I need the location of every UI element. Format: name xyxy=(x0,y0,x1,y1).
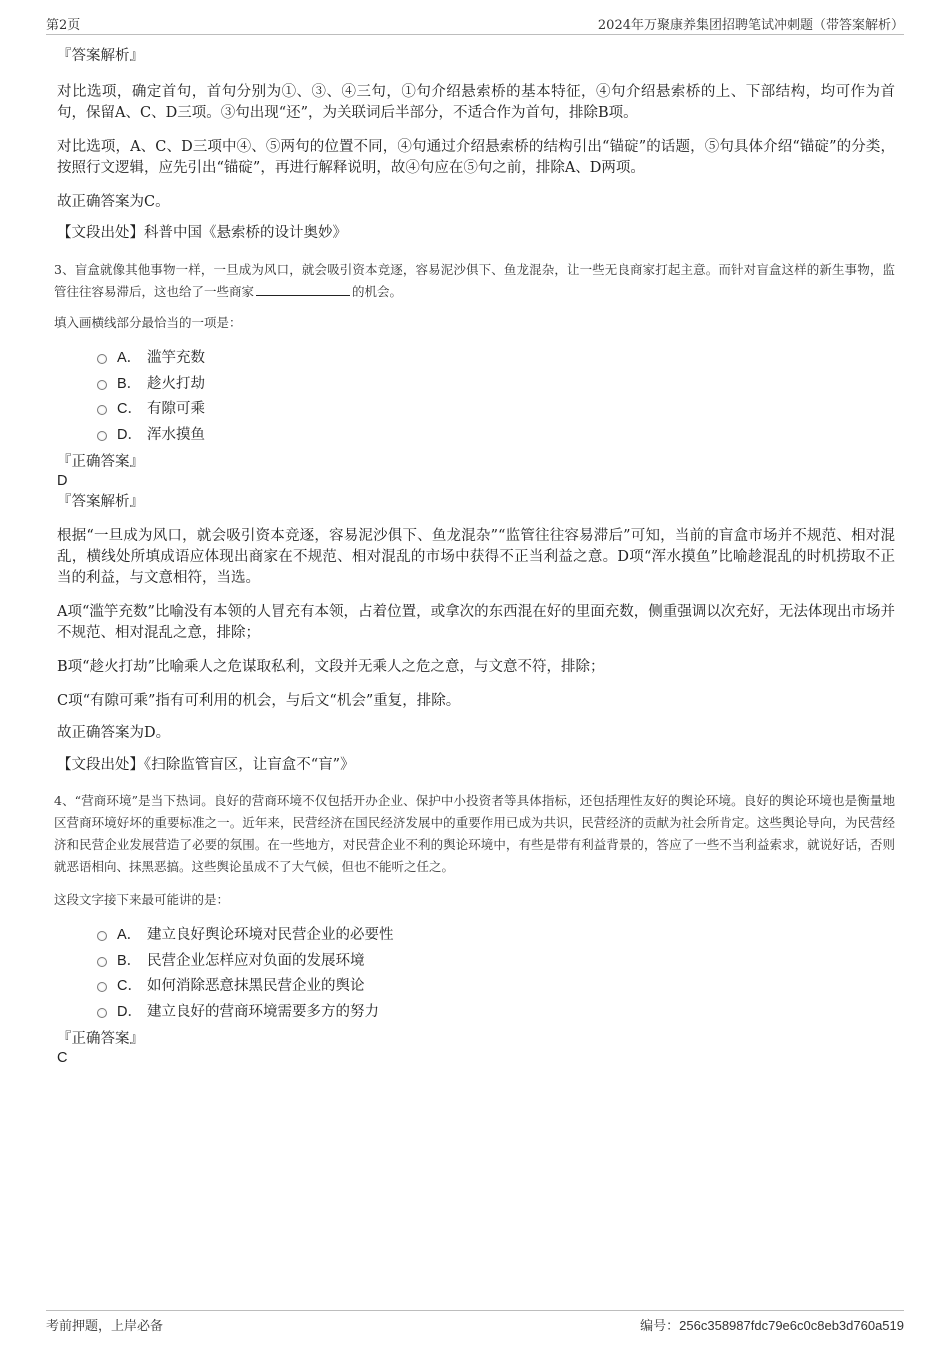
option-text: 有隙可乘 xyxy=(147,401,205,417)
option-letter: A． xyxy=(117,350,142,366)
q4-option-b[interactable] xyxy=(97,949,895,975)
q4-answer-label: 『正确答案』 xyxy=(57,1031,144,1047)
q3-prompt: 填入画横线部分最恰当的一项是： xyxy=(54,315,242,330)
page-footer xyxy=(46,1310,904,1335)
option-letter: D． xyxy=(117,426,142,443)
footer-slogan: 考前押题，上岸必备 xyxy=(46,1319,164,1334)
q4-answer: C xyxy=(57,1050,68,1066)
option-text: 趁火打劫 xyxy=(147,375,205,392)
prev-analysis-paragraph-2: 对比选项，A、C、D三项中④、⑤两句的位置不同，④句通过介绍悬索桥的结构引出“锚碇”的话题，⑤句具体介绍“锚碇”的分类，按照行文逻辑，应先引出“锚碇”，再进行解释说明，故④句应在⑤句之前，排除A、D两项。 xyxy=(57,139,895,176)
q3-answer-label: 『正确答案』 xyxy=(57,454,144,470)
radio-icon[interactable] xyxy=(97,982,107,992)
q3-analysis-paragraph-3: B项“趁火打劫”比喻乘人之危谋取私利，文段并无乘人之危之意，与文意不符，排除； xyxy=(57,659,605,675)
q3-stem-text: 3、盲盒就像其他事物一样，一旦成为风口，就会吸引资本竞逐，容易泥沙俱下、鱼龙混杂，让一些无良商家打起主意。而针对盲盒这样的新生事物，监管往往容易滞后，这也给了一些商家 xyxy=(54,262,895,299)
option-letter: B． xyxy=(117,375,142,392)
q4-stem: 4、“营商环境”是当下热词。良好的营商环境不仅包括开办企业、保护中小投资者等具体指标，还包括理性友好的舆论环境。良好的舆论环境也是衡量地区营商环境好坏的重要标准之一。近年来，民营经济在国民经济发展中的重要作用已成为共识，民营经济的贡献为社会所肯定。这些舆论导向，为民营经济和民营企业发展营造了必要的氛围。在一些地方，对民营企业不利的舆论环境中，有些是带有利益背景的，答应了一些不当利益索求，就说好话，否则就恶语相向、抹黑恶搞。这些舆论虽成不了大气候，但也不能听之任之。 xyxy=(54,793,895,874)
q3-analysis-paragraph-2: A项“滥竽充数”比喻没有本领的人冒充有本领，占着位置，或拿次的东西混在好的里面充数，侧重强调以次充好，无法体现出市场并不规范、相对混乱之意，排除； xyxy=(57,604,895,641)
serial-label: 编号： xyxy=(640,1319,680,1334)
q3-answer: D xyxy=(57,473,68,489)
document-title: 2024年万聚康养集团招聘笔试冲刺题（带答案解析） xyxy=(597,18,904,33)
q3-stem-end: 的机会。 xyxy=(352,284,403,299)
q3-option-b[interactable] xyxy=(97,372,895,398)
q3-analysis-paragraph-1: 根据“一旦成为风口，就会吸引资本竞逐，容易泥沙俱下、鱼龙混杂”“监管往往容易滞后”可知，当前的盲盒市场并不规范、相对混乱，横线处所填成语应体现出商家在不规范、相对混乱的市场中获得不正当利益之意。D项“浑水摸鱼”比喻趁混乱的时机捞取不正当的利益，与文意相符，当选。 xyxy=(57,528,895,586)
q3-blank xyxy=(256,283,350,296)
q4-prompt: 这段文字接下来最可能讲的是： xyxy=(54,892,230,907)
q3-stem xyxy=(54,259,895,303)
option-text: 民营企业怎样应对负面的发展环境 xyxy=(147,952,365,969)
q4-option-d[interactable] xyxy=(97,1000,895,1026)
radio-icon[interactable] xyxy=(97,405,107,415)
option-letter: B． xyxy=(117,952,142,969)
radio-icon[interactable] xyxy=(97,354,107,364)
option-text: 滥竽充数 xyxy=(147,350,205,366)
q3-options xyxy=(97,346,895,448)
prev-analysis-paragraph-1: 对比选项，确定首句，首句分别为①、③、④三句，①句介绍悬索桥的基本特征，④句介绍悬索桥的上、下部结构，均可作为首句，保留A、C、D三项。③句出现“还”，为关联词后半部分，不适合作为首句，排除B项。 xyxy=(57,84,895,121)
q3-analysis-paragraph-4: C项“有隙可乘”指有可利用的机会，与后文“机会”重复，排除。 xyxy=(57,693,461,709)
option-letter: A． xyxy=(117,927,142,943)
option-text: 建立良好舆论环境对民营企业的必要性 xyxy=(147,927,394,943)
q4-options xyxy=(97,923,895,1025)
option-letter: C． xyxy=(117,401,142,417)
radio-icon[interactable] xyxy=(97,1008,107,1018)
q4-option-a[interactable] xyxy=(97,923,895,949)
q3-option-a[interactable] xyxy=(97,346,895,372)
q3-option-d[interactable] xyxy=(97,423,895,449)
page-content xyxy=(54,44,895,1067)
option-text: 建立良好的营商环境需要多方的努力 xyxy=(147,1003,379,1020)
radio-icon[interactable] xyxy=(97,431,107,441)
page-number: 第2页 xyxy=(46,18,81,33)
option-letter: C． xyxy=(117,978,142,994)
option-text: 如何消除恶意抹黑民营企业的舆论 xyxy=(147,978,365,994)
serial-number: 256c358987fdc79e6c0c8eb3d760a519 xyxy=(679,1318,904,1333)
option-text: 浑水摸鱼 xyxy=(147,426,205,443)
q3-analysis-label: 『答案解析』 xyxy=(57,494,144,510)
footer-serial xyxy=(640,1315,904,1334)
prev-analysis-source: 【文段出处】科普中国《悬索桥的设计奥妙》 xyxy=(57,225,347,241)
prev-analysis-conclusion: 故正确答案为C。 xyxy=(57,194,170,210)
radio-icon[interactable] xyxy=(97,957,107,967)
option-letter: D． xyxy=(117,1003,142,1020)
q3-analysis-conclusion: 故正确答案为D。 xyxy=(57,725,171,741)
page-header xyxy=(46,14,904,35)
radio-icon[interactable] xyxy=(97,380,107,390)
prev-analysis-label: 『答案解析』 xyxy=(57,48,144,64)
q3-option-c[interactable] xyxy=(97,397,895,423)
q4-option-c[interactable] xyxy=(97,974,895,1000)
q3-analysis-source: 【文段出处】《扫除监管盲区，让盲盒不“盲”》 xyxy=(57,757,355,773)
radio-icon[interactable] xyxy=(97,931,107,941)
